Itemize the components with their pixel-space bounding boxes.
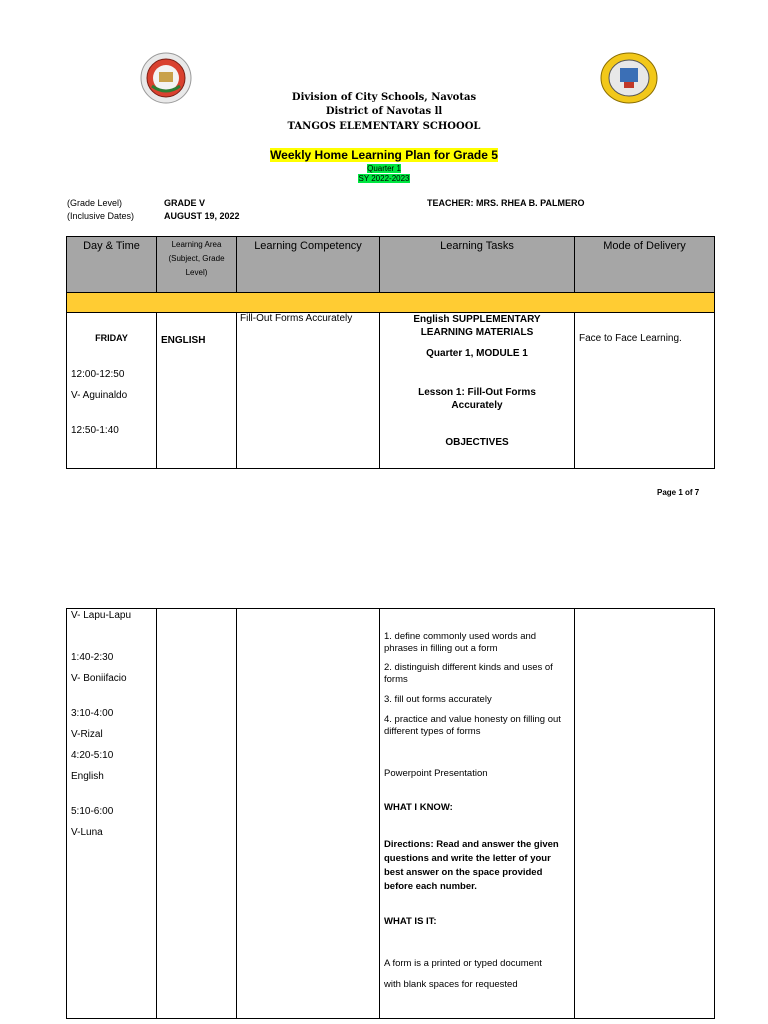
section-name: V-Luna: [71, 827, 103, 838]
learning-area-cell: [157, 313, 237, 469]
header-tasks: Learning Tasks: [380, 237, 575, 293]
objective-item: 3. fill out forms accurately: [384, 694, 492, 705]
form-definition-line: with blank spaces for requested: [384, 979, 518, 990]
mode-cell: [575, 609, 715, 1019]
task-objectives: OBJECTIVES: [445, 437, 509, 448]
competency-text: Fill-Out Forms Accurately: [240, 313, 353, 324]
plan-title: Weekly Home Learning Plan for Grade 5: [270, 148, 498, 162]
learning-area-cell: [157, 609, 237, 1019]
header-competency: Learning Competency: [237, 237, 380, 293]
task-lesson: Lesson 1: Fill-Out Forms Accurately: [418, 387, 536, 411]
teacher-name: TEACHER: MRS. RHEA B. PALMERO: [427, 198, 585, 208]
task-title: English SUPPLEMENTARY LEARNING MATERIALS: [413, 314, 541, 338]
school-name: TANGOS ELEMENTARY SCHOOOL: [287, 121, 481, 132]
mode-text: Face to Face Learning.: [579, 333, 682, 344]
page-number: Page 1 of 7: [657, 488, 700, 497]
mode-cell: [575, 313, 715, 469]
subject-label: ENGLISH: [161, 335, 206, 346]
day-label: FRIDAY: [95, 333, 128, 343]
tasks-cell: [380, 609, 575, 1019]
time-slot: 12:00-12:50: [71, 369, 125, 380]
powerpoint-label: Powerpoint Presentation: [384, 768, 488, 779]
grade-level-label: (Grade Level): [67, 198, 123, 208]
section-name: V- Lapu-Lapu: [71, 610, 132, 621]
competency-cell: [237, 313, 380, 469]
tasks-cell: [380, 313, 575, 469]
time-slot: 5:10-6:00: [71, 806, 114, 817]
district-line: District of Navotas ll: [325, 106, 443, 117]
school-year: SY 2022-2023: [358, 174, 410, 183]
time-slot: 1:40-2:30: [71, 652, 114, 663]
header-day-time: Day & Time: [67, 237, 157, 293]
time-slot: 12:50-1:40: [71, 425, 119, 436]
objective-item: 2. distinguish different kinds and uses of forms: [384, 662, 553, 685]
division-line: Division of City Schools, Navotas: [291, 92, 477, 103]
time-slot: 4:20-5:10: [71, 750, 114, 761]
objective-item: 1. define commonly used words and phrases in filling out a form: [384, 631, 537, 654]
inclusive-dates-value: AUGUST 19, 2022: [164, 211, 240, 221]
section-name: V-Rizal: [71, 729, 103, 740]
quarter-label: Quarter 1: [367, 164, 401, 173]
what-i-know-heading: WHAT I KNOW:: [384, 802, 453, 813]
section-name: V- Aguinaldo: [71, 390, 128, 401]
day-time-cell: [67, 313, 157, 469]
what-is-it-heading: WHAT IS IT:: [384, 916, 437, 927]
time-slot: 3:10-4:00: [71, 708, 114, 719]
subject-label: English: [71, 771, 104, 782]
header-learning-area: Learning Area (Subject, Grade Level): [157, 237, 237, 293]
header-mode: Mode of Delivery: [575, 237, 715, 293]
table-header-row: [67, 237, 715, 293]
inclusive-dates-label: (Inclusive Dates): [67, 211, 135, 221]
section-name: V- Boniifacio: [71, 673, 127, 684]
form-definition-line: A form is a printed or typed document: [384, 958, 542, 969]
objective-item: 4. practice and value honesty on filling out different types of forms: [384, 714, 561, 737]
learning-plan-table-continued: [66, 608, 715, 1019]
competency-cell: [237, 609, 380, 1019]
day-time-cell: [67, 609, 157, 1019]
task-module: Quarter 1, MODULE 1: [426, 348, 528, 359]
gold-divider-row: [67, 293, 715, 313]
directions-text: Directions: Read and answer the given questions and write the letter of your best answer on the space provided before each number.: [384, 839, 559, 892]
table-row: [67, 609, 715, 1019]
table-row: [67, 313, 715, 469]
learning-plan-table: [66, 236, 715, 469]
grade-level-value: GRADE V: [164, 198, 206, 208]
